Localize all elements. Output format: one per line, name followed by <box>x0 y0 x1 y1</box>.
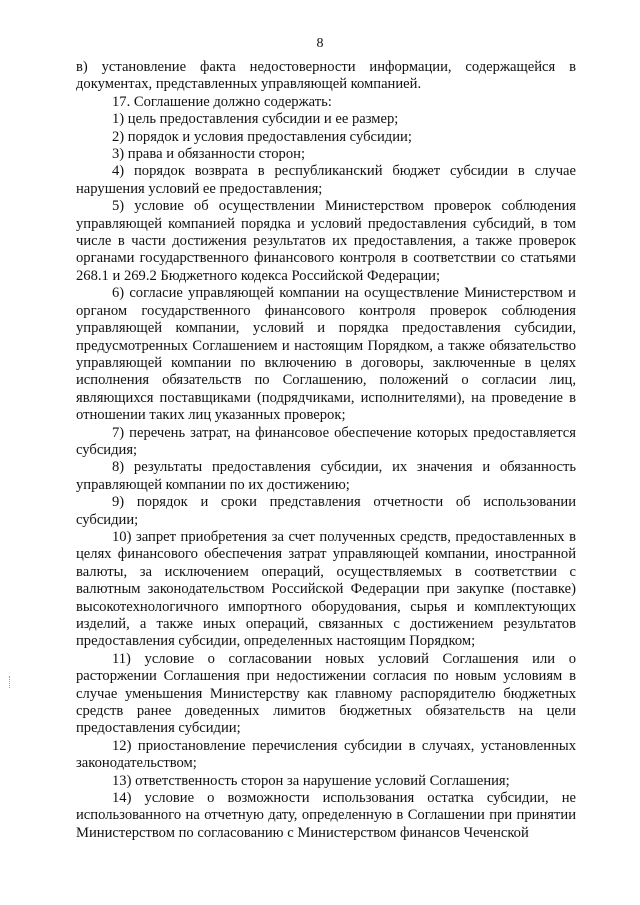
paragraph-clause-v: в) установление факта недостоверности информации, содержащейся в документах, представленных управляющей компанией. <box>76 59 576 93</box>
margin-scan-mark <box>9 676 12 688</box>
page-number: 8 <box>316 36 324 51</box>
paragraph-item-13: 13) ответственность сторон за нарушение условий Соглашения; <box>112 772 510 789</box>
paragraph-item-6: 6) согласие управляющей компании на осуществление Министерством и органом государственного финансового контроля проверок соблюдения управляющей компании, условий и порядка предоставления субсидии, предусмотренных Соглашением и настоящим Порядком, а также обязательство управляющей компании по включению в договоры, заключенные в целях исполнения обязательств по Соглашению, положений о согласии лиц, являющихся поставщиками (подрядчиками, исполнителями), на проведение в отношении таких лиц указанных проверок; <box>76 285 576 424</box>
paragraph-item-10: 10) запрет приобретения за счет полученных средств, предоставленных в целях финансового обеспечения затрат управляющей компании, иностранной валюты, за исключением операций, осуществляемых в соответствии с валютным законодательством Российской Федерации при закупке (поставке) высокотехнологичного импортного оборудования, сырья и комплектующих изделий, а также иных операций, связанных с достижением результатов предоставления субсидии, определенных настоящим Порядком; <box>76 528 576 650</box>
paragraph-item-12: 12) приостановление перечисления субсидии в случаях, установленных законодательством; <box>76 737 576 772</box>
paragraph-item-11: 11) условие о согласовании новых условий Соглашения или о расторжении Соглашения при недостижении согласия по новым условиям в случае уменьшения Министерству как главному распорядителю бюджетных средств ранее доведенных лимитов бюджетных обязательств на цели предоставления субсидии; <box>76 650 576 737</box>
paragraph-section-17: 17. Соглашение должно содержать: <box>112 93 332 110</box>
paragraph-item-5: 5) условие об осуществлении Министерством проверок соблюдения управляющей компанией порядка и условий предоставления субсидий, в том числе в части достижения результатов их предоставления, а также проверок органами государственного финансового контроля в соответствии со статьями 268.1 и 269.2 Бюджетного кодекса Российской Федерации; <box>76 198 576 284</box>
paragraph-item-14: 14) условие о возможности использования остатка субсидии, не использованного на отчетную дату, определенную в Соглашении при принятии Министерством по согласованию с Министерством финансов Чеченской <box>76 790 576 841</box>
document-body <box>76 59 576 842</box>
paragraph-item-3: 3) права и обязанности сторон; <box>112 146 305 163</box>
paragraph-item-8: 8) результаты предоставления субсидии, их значения и обязанность управляющей компании по их достижению; <box>76 459 576 493</box>
paragraph-item-2: 2) порядок и условия предоставления субсидии; <box>112 128 412 145</box>
paragraph-item-1: 1) цель предоставления субсидии и ее размер; <box>112 111 399 128</box>
paragraph-item-9: 9) порядок и сроки представления отчетности об использовании субсидии; <box>76 494 576 528</box>
paragraph-item-4: 4) порядок возврата в республиканский бюджет субсидии в случае нарушения условий ее предоставления; <box>76 163 576 197</box>
paragraph-item-7: 7) перечень затрат, на финансовое обеспечение которых предоставляется субсидия; <box>76 424 576 458</box>
